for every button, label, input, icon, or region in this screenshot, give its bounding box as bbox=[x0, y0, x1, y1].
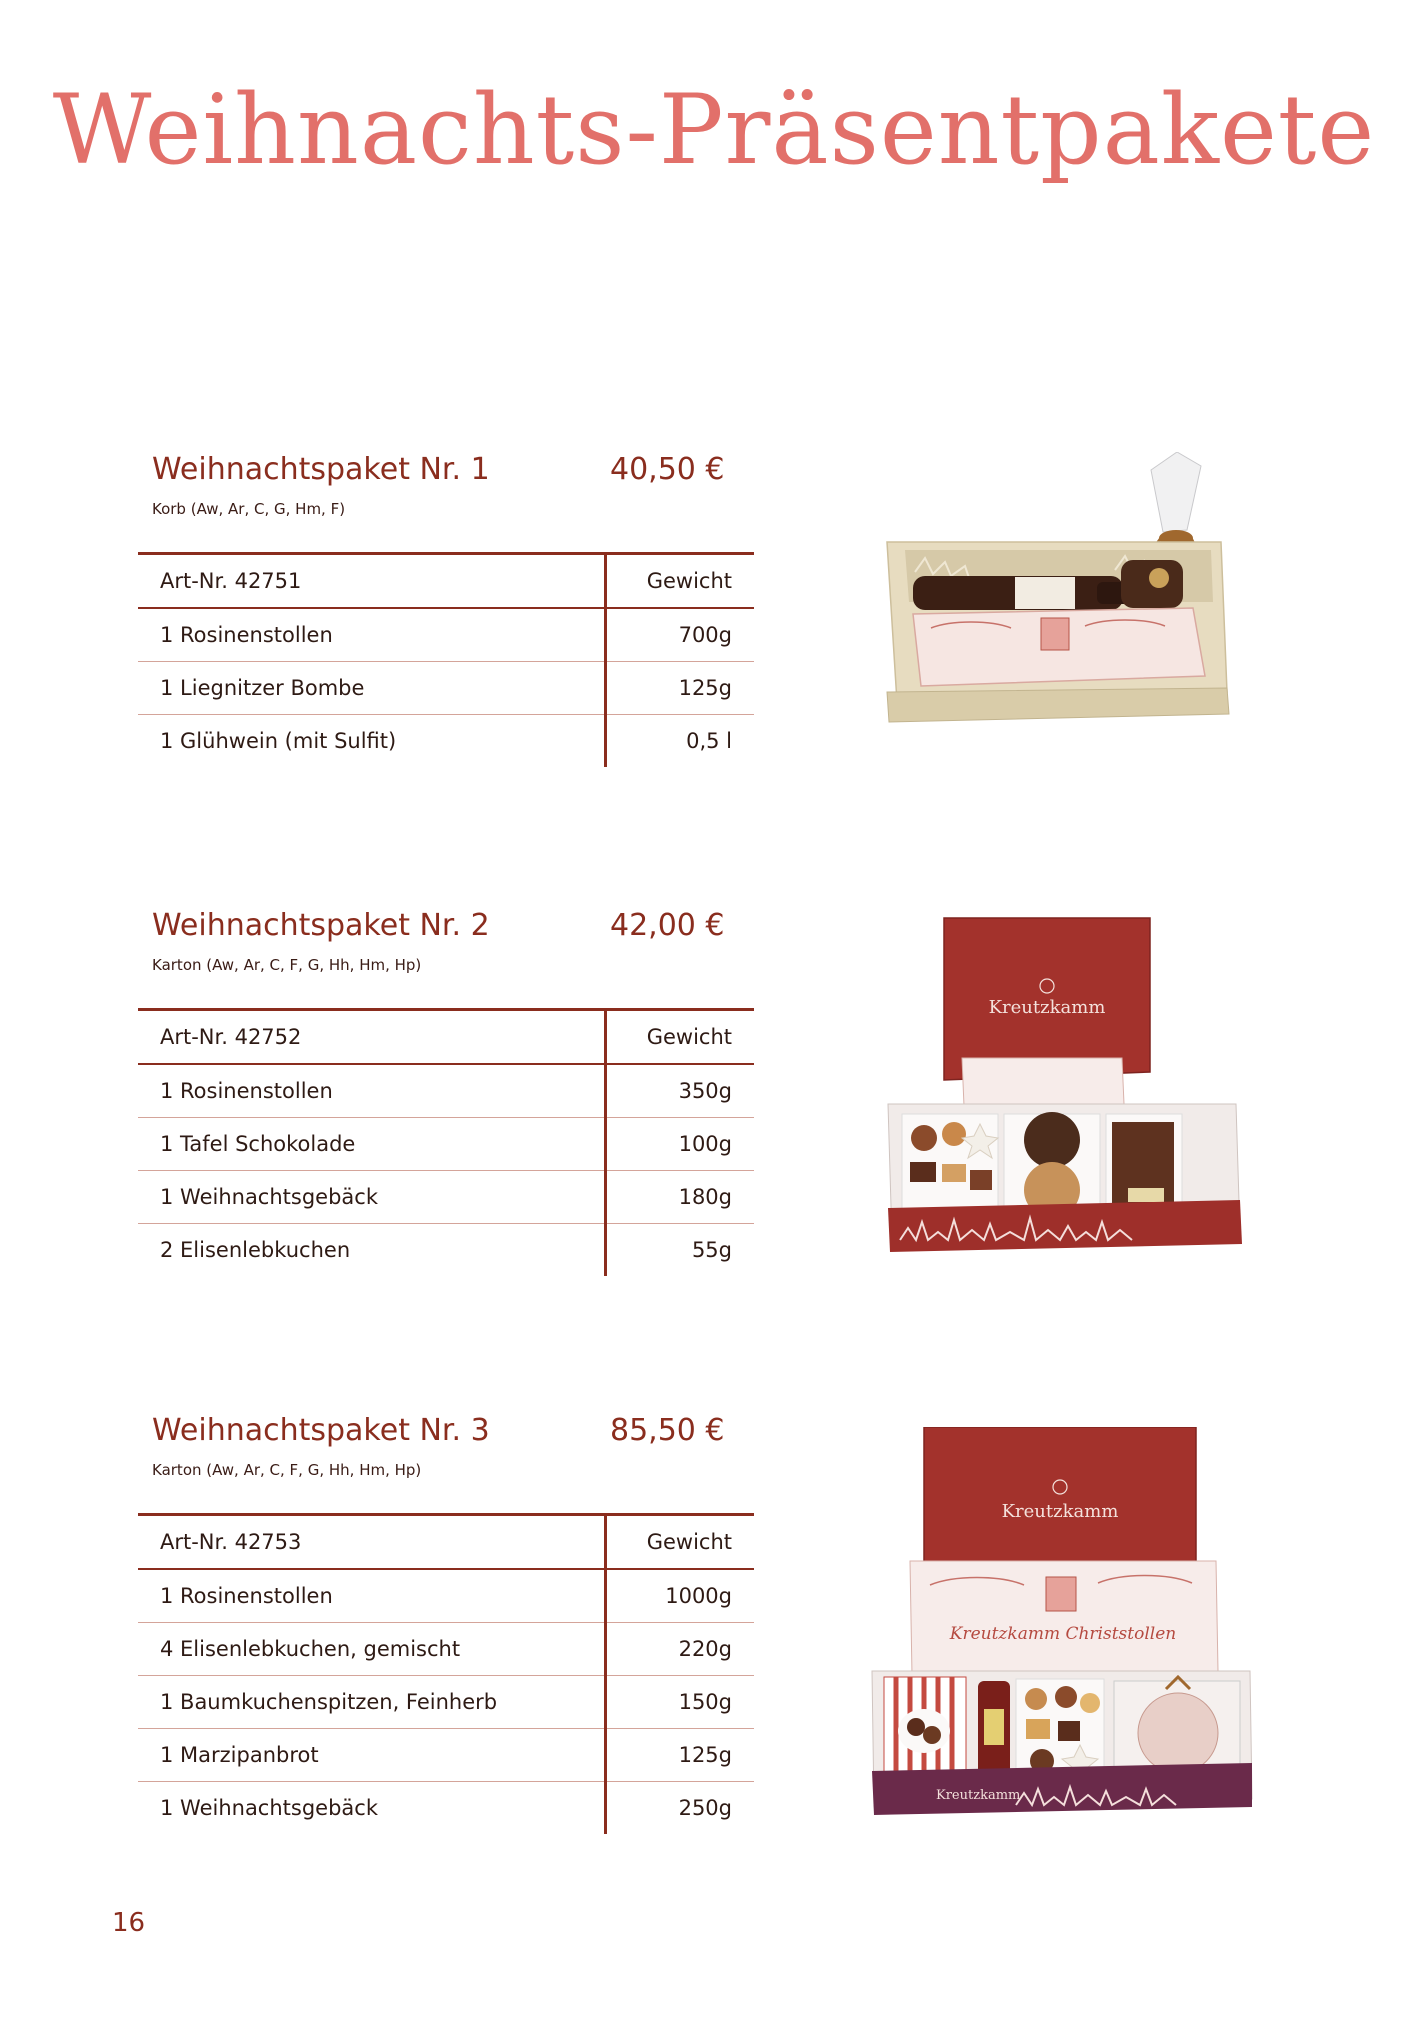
item-name: 2 Elisenlebkuchen bbox=[138, 1224, 606, 1277]
table-row bbox=[138, 1623, 754, 1676]
item-name: 1 Liegnitzer Bombe bbox=[138, 662, 606, 715]
gift-box-photo bbox=[880, 908, 1250, 1258]
contents-table bbox=[138, 1513, 754, 1834]
table-row bbox=[138, 608, 754, 662]
table-row bbox=[138, 1171, 754, 1224]
item-weight: 220g bbox=[606, 1623, 755, 1676]
item-name: 1 Baumkuchenspitzen, Feinherb bbox=[138, 1676, 606, 1729]
table-header-row bbox=[138, 554, 754, 609]
weight-header: Gewicht bbox=[606, 554, 755, 609]
item-weight: 100g bbox=[606, 1118, 755, 1171]
table-header-row bbox=[138, 1010, 754, 1065]
photo-label: Kreutzkamm Christstollen bbox=[949, 1624, 1177, 1644]
article-number: Art-Nr. 42752 bbox=[138, 1010, 606, 1065]
table-row bbox=[138, 1676, 754, 1729]
item-weight: 55g bbox=[691, 1238, 732, 1262]
article-number: Art-Nr. 42753 bbox=[138, 1515, 606, 1570]
package-price: 42,00 € bbox=[610, 908, 725, 943]
item-weight: 180g bbox=[606, 1171, 755, 1224]
table-row bbox=[138, 662, 754, 715]
table-header-row bbox=[138, 1515, 754, 1570]
item-name: 1 Marzipanbrot bbox=[138, 1729, 606, 1782]
page-title: Weihnachts-Präsentpakete bbox=[52, 74, 1376, 186]
item-weight: 250g bbox=[678, 1796, 732, 1820]
item-name: 1 Rosinenstollen bbox=[138, 1569, 606, 1623]
item-weight: 350g bbox=[606, 1064, 755, 1118]
package-packaging: Karton (Aw, Ar, C, F, G, Hh, Hm, Hp) bbox=[152, 1461, 422, 1479]
contents-table bbox=[138, 1008, 754, 1276]
photo-label: Kreutzkamm bbox=[988, 997, 1106, 1018]
item-weight: 125g bbox=[606, 1729, 755, 1782]
item-name: 1 Tafel Schokolade bbox=[138, 1118, 606, 1171]
package-price: 40,50 € bbox=[610, 452, 725, 487]
photo-label: Kreutzkamm bbox=[936, 1788, 1021, 1803]
gift-basket-photo bbox=[865, 452, 1245, 762]
table-row bbox=[138, 1064, 754, 1118]
item-name: 1 Rosinenstollen bbox=[138, 608, 606, 662]
item-weight: 150g bbox=[606, 1676, 755, 1729]
table-row bbox=[138, 1729, 754, 1782]
package-name: Weihnachtspaket Nr. 2 bbox=[152, 908, 490, 943]
gift-box-large-photo bbox=[866, 1427, 1256, 1827]
table-row bbox=[138, 1782, 754, 1835]
package-packaging: Korb (Aw, Ar, C, G, Hm, F) bbox=[152, 500, 346, 518]
weight-header: Gewicht bbox=[606, 1515, 755, 1570]
package-packaging: Karton (Aw, Ar, C, F, G, Hh, Hm, Hp) bbox=[152, 956, 422, 974]
package-name: Weihnachtspaket Nr. 1 bbox=[152, 452, 490, 487]
contents-table bbox=[138, 552, 754, 767]
item-weight: 700g bbox=[606, 608, 755, 662]
item-name: 1 Weihnachtsgebäck bbox=[138, 1782, 606, 1835]
page-number: 16 bbox=[112, 1908, 146, 1938]
item-weight: 0,5 l bbox=[686, 729, 732, 753]
item-name: 1 Weihnachtsgebäck bbox=[138, 1171, 606, 1224]
table-row bbox=[138, 1118, 754, 1171]
table-row bbox=[138, 1569, 754, 1623]
item-weight: 125g bbox=[606, 662, 755, 715]
item-name: 4 Elisenlebkuchen, gemischt bbox=[138, 1623, 606, 1676]
table-row bbox=[138, 715, 754, 768]
photo-label: Kreutzkamm bbox=[1001, 1501, 1119, 1522]
item-weight: 1000g bbox=[606, 1569, 755, 1623]
package-name: Weihnachtspaket Nr. 3 bbox=[152, 1413, 490, 1448]
table-row bbox=[138, 1224, 754, 1277]
weight-header: Gewicht bbox=[606, 1010, 755, 1065]
item-name: 1 Rosinenstollen bbox=[138, 1064, 606, 1118]
item-name: 1 Glühwein (mit Sulfit) bbox=[138, 715, 606, 768]
package-price: 85,50 € bbox=[610, 1413, 725, 1448]
article-number: Art-Nr. 42751 bbox=[138, 554, 606, 609]
